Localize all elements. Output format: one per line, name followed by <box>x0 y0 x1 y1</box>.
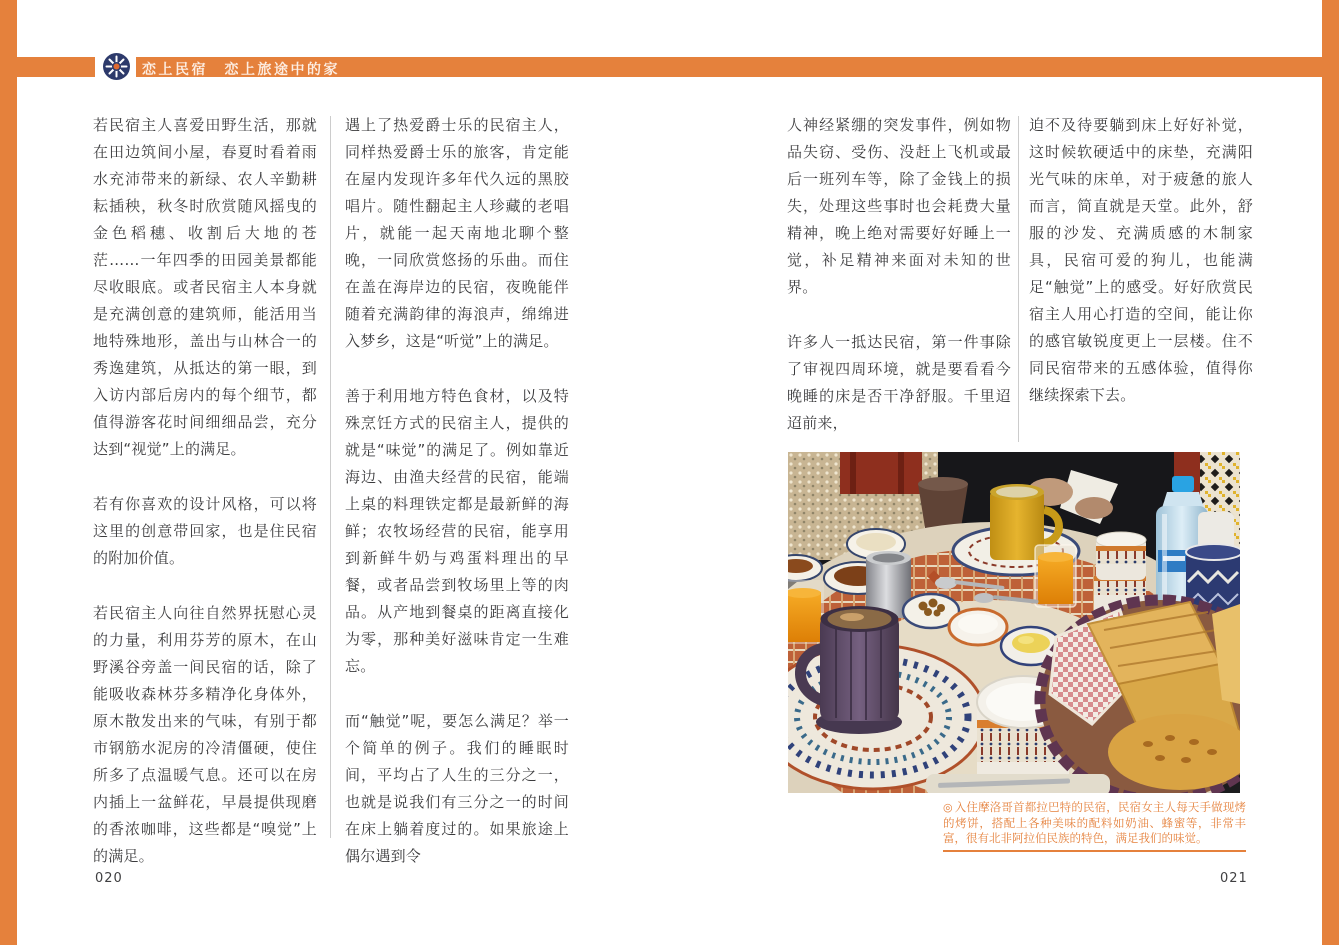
compass-rosette-icon <box>102 52 131 81</box>
paragraph: 若民宿主人向往自然界抚慰心灵的力量，利用芬芳的原木，在山野溪谷旁盖一间民宿的话，除了能吸收森林芬多精净化身体外，原木散发出来的气味，有别于都市钢筋水泥房的冷清僵硬，使住所多了点温暖气息。还可以在房内插上一盆鲜花，早晨提供现磨的香浓咖啡，这些都是“嗅觉”上的满足。 <box>93 604 317 865</box>
yogurt-bowl <box>949 609 1007 645</box>
left-page-column-2 <box>345 112 569 898</box>
caption-text: 入住摩洛哥首都拉巴特的民宿，民宿女主人每天手做现烤的烤饼，搭配上各种美味的配料如奶油、蜂蜜等，非常丰富，很有北非阿拉伯民族的特色，满足我们的味觉。 <box>943 800 1246 845</box>
paragraph: 人神经紧绷的突发事件，例如物品失窃、受伤、没赶上飞机或最后一班列车等，除了金钱上的损失，处理这些事时也会耗费大量精神，晚上绝对需要好好睡上一觉，补足精神来面对未知的世界。 <box>787 116 1011 296</box>
column-divider-rule <box>1018 116 1019 442</box>
moroccan-breakfast-table-photo <box>788 452 1240 793</box>
paragraph: 迫不及待要躺到床上好好补觉，这时候软硬适中的床垫，充满阳光气味的床单，对于疲惫的旅人而言，简直就是天堂。此外，舒服的沙发、充满质感的木制家具，民宿可爱的狗儿，也能满足“触觉”上的感受。好好欣赏民宿主人用心打造的空间，能让你的感官敏锐度更上一层楼。住不同民宿带来的五感体验，值得你继续探索下去。 <box>1029 116 1253 404</box>
page-number-right: 021 <box>1220 871 1248 886</box>
column-divider-rule <box>330 116 331 838</box>
paragraph: 若有你喜欢的设计风格，可以将这里的创意带回家，也是住民宿的附加价值。 <box>93 495 317 567</box>
paragraph: 而“触觉”呢，要怎么满足？举一个简单的例子。我们的睡眠时间，平均占了人生的三分之一，也就是说我们有三分之一的时间在床上躺着度过的。如果旅途上偶尔遇到令 <box>345 712 569 865</box>
paragraph: 若民宿主人喜爱田野生活，那就在田边筑间小屋，春夏时看着雨水充沛带来的新绿、农人辛勤耕耘插秧，秋冬时欣赏随风摇曳的金色稻穗、收割后大地的苍茫……一年四季的田园美景都能尽收眼底。或者民宿主人本身就是充满创意的建筑师，能活用当地特殊地形，盖出与山林合一的秀逸建筑，从抵达的第一眼，到入访内部后房内的每个细节，都值得游客花时间细细品尝，充分达到“视觉”上的满足。 <box>93 116 317 458</box>
paragraph: 善于利用地方特色食材，以及特殊烹饪方式的民宿主人，提供的就是“味觉”的满足了。例如靠近海边、由渔夫经营的民宿，能端上桌的料理铁定都是最新鲜的海鲜；农牧场经营的民宿，能享用到新鲜牛奶与鸡蛋料理出的早餐，或者品尝到牧场里上等的肉品。从产地到餐桌的距离直接化为零，那种美好滋味肯定一生难忘。 <box>345 387 569 675</box>
page-number-left: 020 <box>95 871 123 886</box>
right-page-column-1 <box>787 112 1011 465</box>
left-page-column-1 <box>93 112 317 898</box>
orange-juice-glass-left <box>788 580 824 644</box>
right-edge-accent-bar <box>1322 0 1339 945</box>
caption-bullet-icon: ◎ <box>943 801 953 814</box>
paragraph: 许多人一抵达民宿，第一件事除了审视四周环境，就是要看看今晚睡的床是否干净舒服。千里迢迢前来， <box>787 333 1011 432</box>
flatbread-basket <box>1040 600 1240 793</box>
chapter-title: 恋上民宿 恋上旅途中的家 <box>142 62 340 78</box>
orange-juice-glass <box>1035 545 1076 607</box>
paragraph: 遇上了热爱爵士乐的民宿主人，同样热爱爵士乐的旅客，肯定能在屋内发现许多年代久远的黑胶唱片。随性翻起主人珍藏的老唱片，就能一起天南地北聊个整晚，一同欣赏悠扬的乐曲。而住在盖在海岸边的民宿，夜晚能伴随着充满韵律的海浪声，绵绵进入梦乡，这是“听觉”上的满足。 <box>345 116 569 350</box>
caption-underline-rule <box>943 850 1246 852</box>
photo-caption <box>943 800 1246 847</box>
left-edge-accent-bar <box>0 0 17 945</box>
tray-and-knife <box>926 774 1110 793</box>
right-page-column-2 <box>1029 112 1253 437</box>
